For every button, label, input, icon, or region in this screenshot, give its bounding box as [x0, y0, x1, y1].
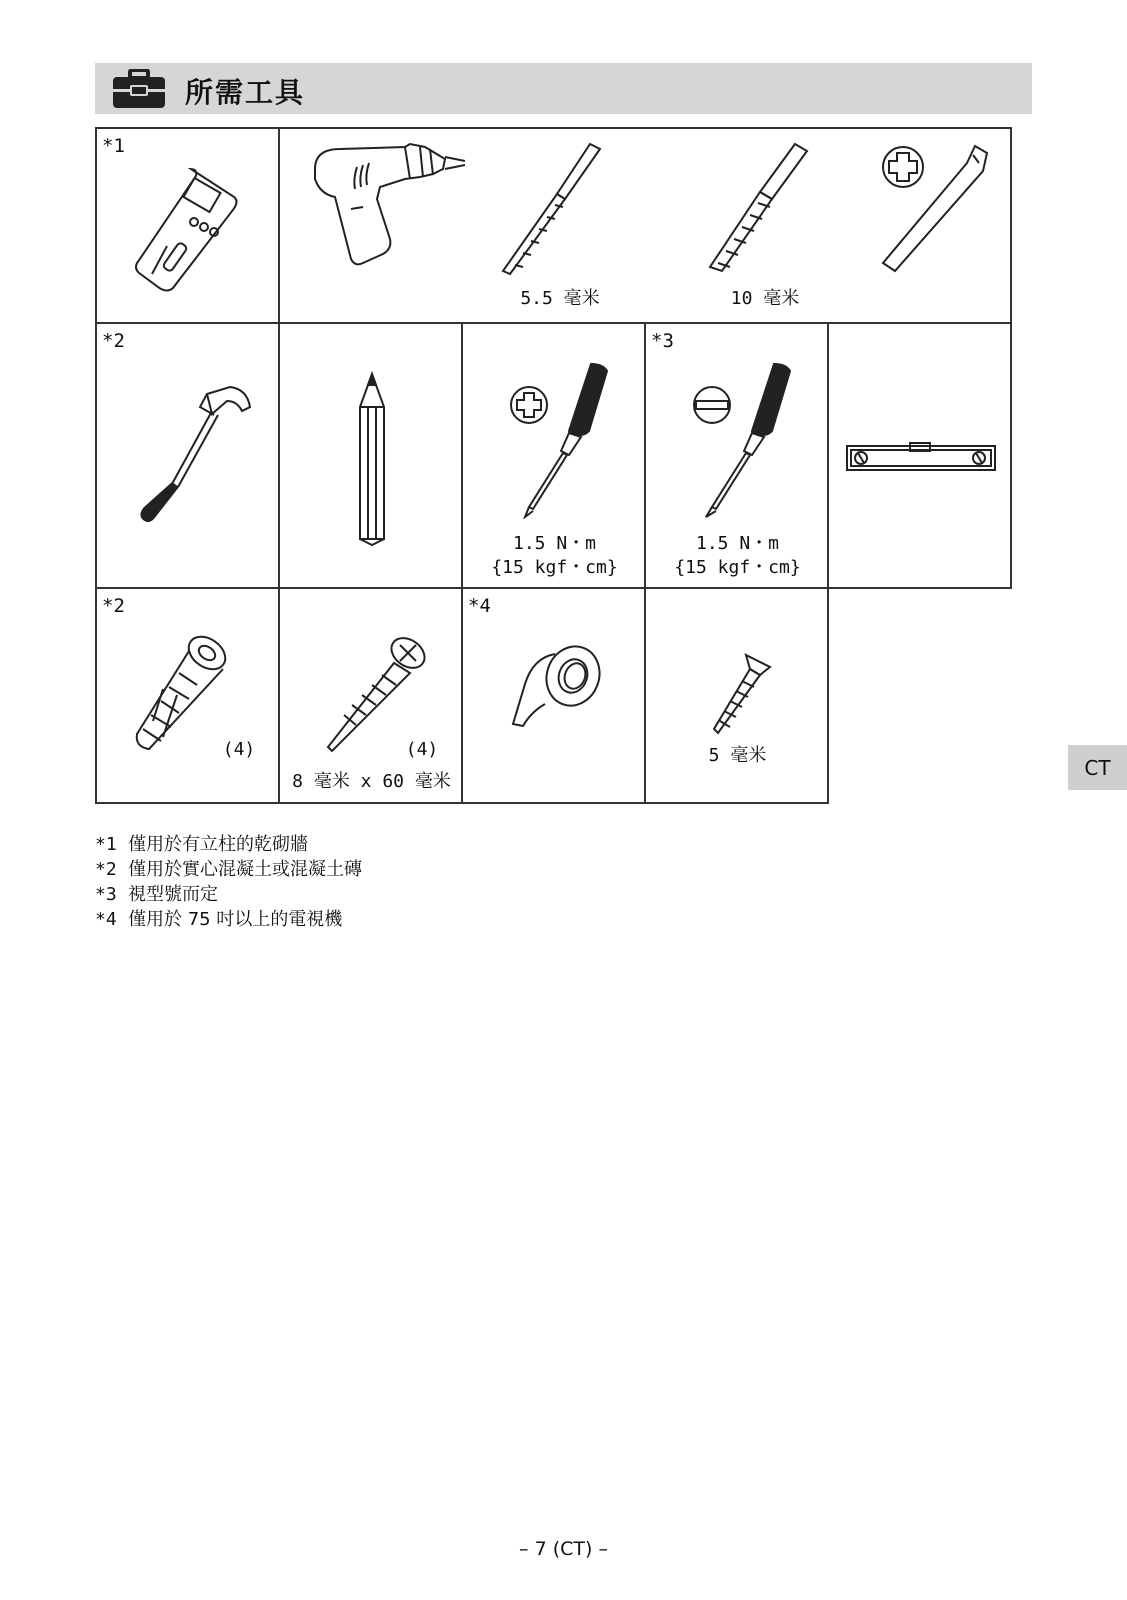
cell-wood-screw — [278, 587, 463, 804]
footnote-text: 僅用於實心混凝土或混凝土磚 — [128, 859, 362, 880]
cell-hammer — [95, 322, 280, 589]
electric-drill-icon — [305, 139, 475, 279]
spirit-level-icon — [845, 442, 997, 476]
drill-bit-icon — [700, 139, 810, 279]
footnote — [95, 832, 362, 857]
cell-pencil — [278, 322, 463, 589]
tape-roll-icon — [505, 634, 615, 744]
toolbox-icon — [111, 69, 167, 109]
footnote-text: 僅用於 75 吋以上的電視機 — [128, 909, 343, 930]
footnotes — [95, 832, 362, 932]
flathead-screwdriver-icon — [686, 359, 806, 519]
cell-drill-group — [278, 127, 1012, 324]
page-number: – 7 (CT) – — [519, 1538, 608, 1560]
note-mark: *4 — [468, 595, 491, 617]
cell-stud-finder — [95, 127, 280, 324]
footnote-text: 僅用於有立柱的乾砌牆 — [128, 834, 308, 855]
phillips-bit-icon — [875, 141, 995, 281]
screw-size-label: 5 毫米 — [708, 745, 767, 766]
hammer-icon — [132, 379, 262, 529]
footnote — [95, 907, 362, 932]
language-tab: CT — [1068, 745, 1127, 790]
bit-size-label: 10 毫米 — [730, 288, 800, 309]
drill-bit-icon — [495, 139, 605, 279]
cell-spirit-level — [827, 322, 1012, 589]
screw-icon — [706, 649, 776, 739]
footnote-text: 視型號而定 — [128, 884, 218, 905]
cell-flathead-screwdriver — [644, 322, 829, 589]
quantity-label: (4) — [405, 739, 439, 760]
cell-wall-anchor — [95, 587, 280, 804]
note-mark: *1 — [102, 135, 125, 157]
note-mark: *4 — [95, 909, 117, 930]
screw-size-label: 8 毫米 x 60 毫米 — [292, 771, 451, 792]
note-mark: *2 — [95, 859, 117, 880]
cell-phillips-screwdriver — [461, 322, 646, 589]
note-mark: *2 — [102, 330, 125, 352]
footnote — [95, 857, 362, 882]
cell-small-screw — [644, 587, 829, 804]
note-mark: *3 — [95, 884, 117, 905]
torque-label: 1.5 N・m — [695, 533, 780, 554]
note-mark: *1 — [95, 834, 117, 855]
phillips-screwdriver-icon — [503, 359, 623, 519]
page-title: 所需工具 — [185, 76, 306, 109]
section-header — [95, 63, 1032, 114]
quantity-label: (4) — [222, 739, 256, 760]
torque-alt-label: {15 kgf・cm} — [674, 557, 801, 578]
footnote — [95, 882, 362, 907]
note-mark: *2 — [102, 595, 125, 617]
cell-tape — [461, 587, 646, 804]
torque-label: 1.5 N・m — [512, 533, 597, 554]
pencil-icon — [352, 369, 392, 549]
torque-alt-label: {15 kgf・cm} — [491, 557, 618, 578]
note-mark: *3 — [651, 330, 674, 352]
bit-size-label: 5.5 毫米 — [520, 288, 600, 309]
stud-finder-icon — [132, 164, 242, 294]
